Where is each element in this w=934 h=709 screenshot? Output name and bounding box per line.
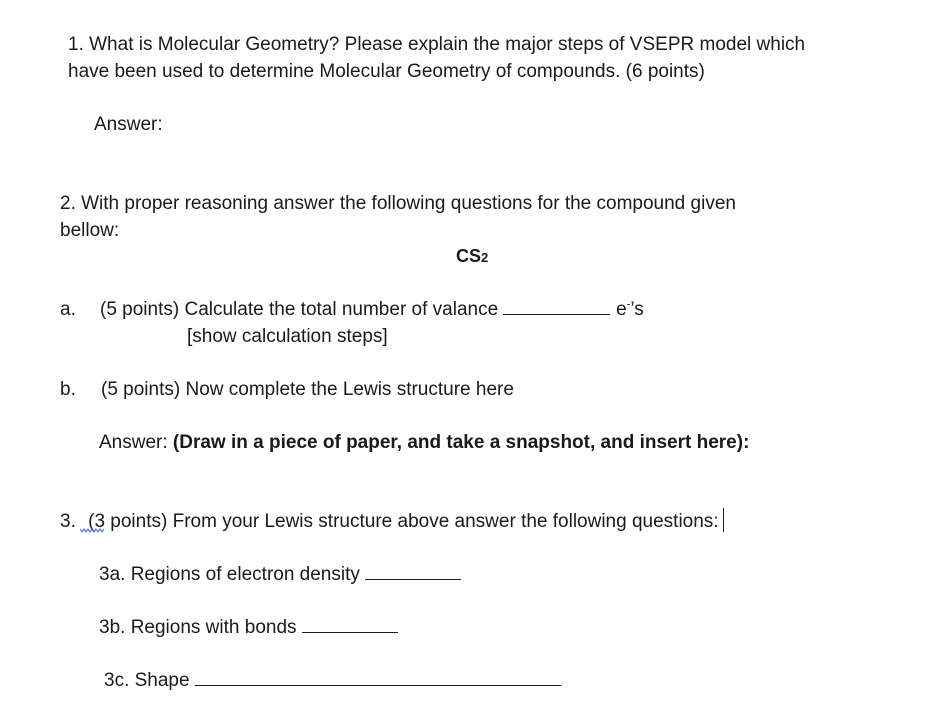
q2b-question: (5 points) Now complete the Lewis structure here [101,379,514,400]
q3c-item [104,667,561,694]
q2a-unit [616,299,644,320]
q3b-item [99,614,398,641]
q2a-marker: a. [60,299,76,320]
q3-text: (3 points) From your Lewis structure above answer the following questions: [88,511,719,532]
q2a-unit-base: e [616,299,627,320]
q3b-label: 3b. Regions with bonds [99,617,297,638]
q3b-answer-blank[interactable] [302,614,398,633]
q2b-answer [99,429,749,456]
q2a-note: [show calculation steps] [187,326,388,347]
q3a-label: 3a. Regions of electron density [99,564,360,585]
spellcheck-squiggle-icon [80,527,104,533]
q1-line1: 1. What is Molecular Geometry? Please explain the major steps of VSEPR model which [68,34,806,55]
q1-answer-label[interactable]: Answer: [94,114,163,135]
q3a-answer-blank[interactable] [365,561,461,580]
compound-subscript: 2 [481,250,489,265]
q2a-unit-sup: - [626,298,631,311]
q2-line1: 2. With proper reasoning answer the following questions for the compound given [60,193,736,214]
q3-number: 3. [60,511,82,532]
q2a-answer-blank[interactable] [503,296,610,315]
compound-base: CS [456,246,482,266]
q2b-answer-instruction: (Draw in a piece of paper, and take a snapshot, and insert here): [172,432,750,453]
compound-formula [456,243,488,271]
q1-line2: have been used to determine Molecular Geometry of compounds. (6 points) [68,61,705,82]
q2-line2: bellow: [60,220,120,241]
q2a-text: (5 points) Calculate the total number of valance [100,299,499,320]
q2a-question [100,296,644,323]
q2b-marker: b. [60,379,76,400]
q2b-answer-label: Answer: [99,432,173,453]
q3a-item [99,561,461,588]
text-cursor [723,508,724,532]
q3c-label: 3c. Shape [104,670,190,691]
q3-question [60,508,724,535]
q2a-unit-tail: ’s [630,299,644,320]
q3c-answer-blank[interactable] [195,667,561,686]
